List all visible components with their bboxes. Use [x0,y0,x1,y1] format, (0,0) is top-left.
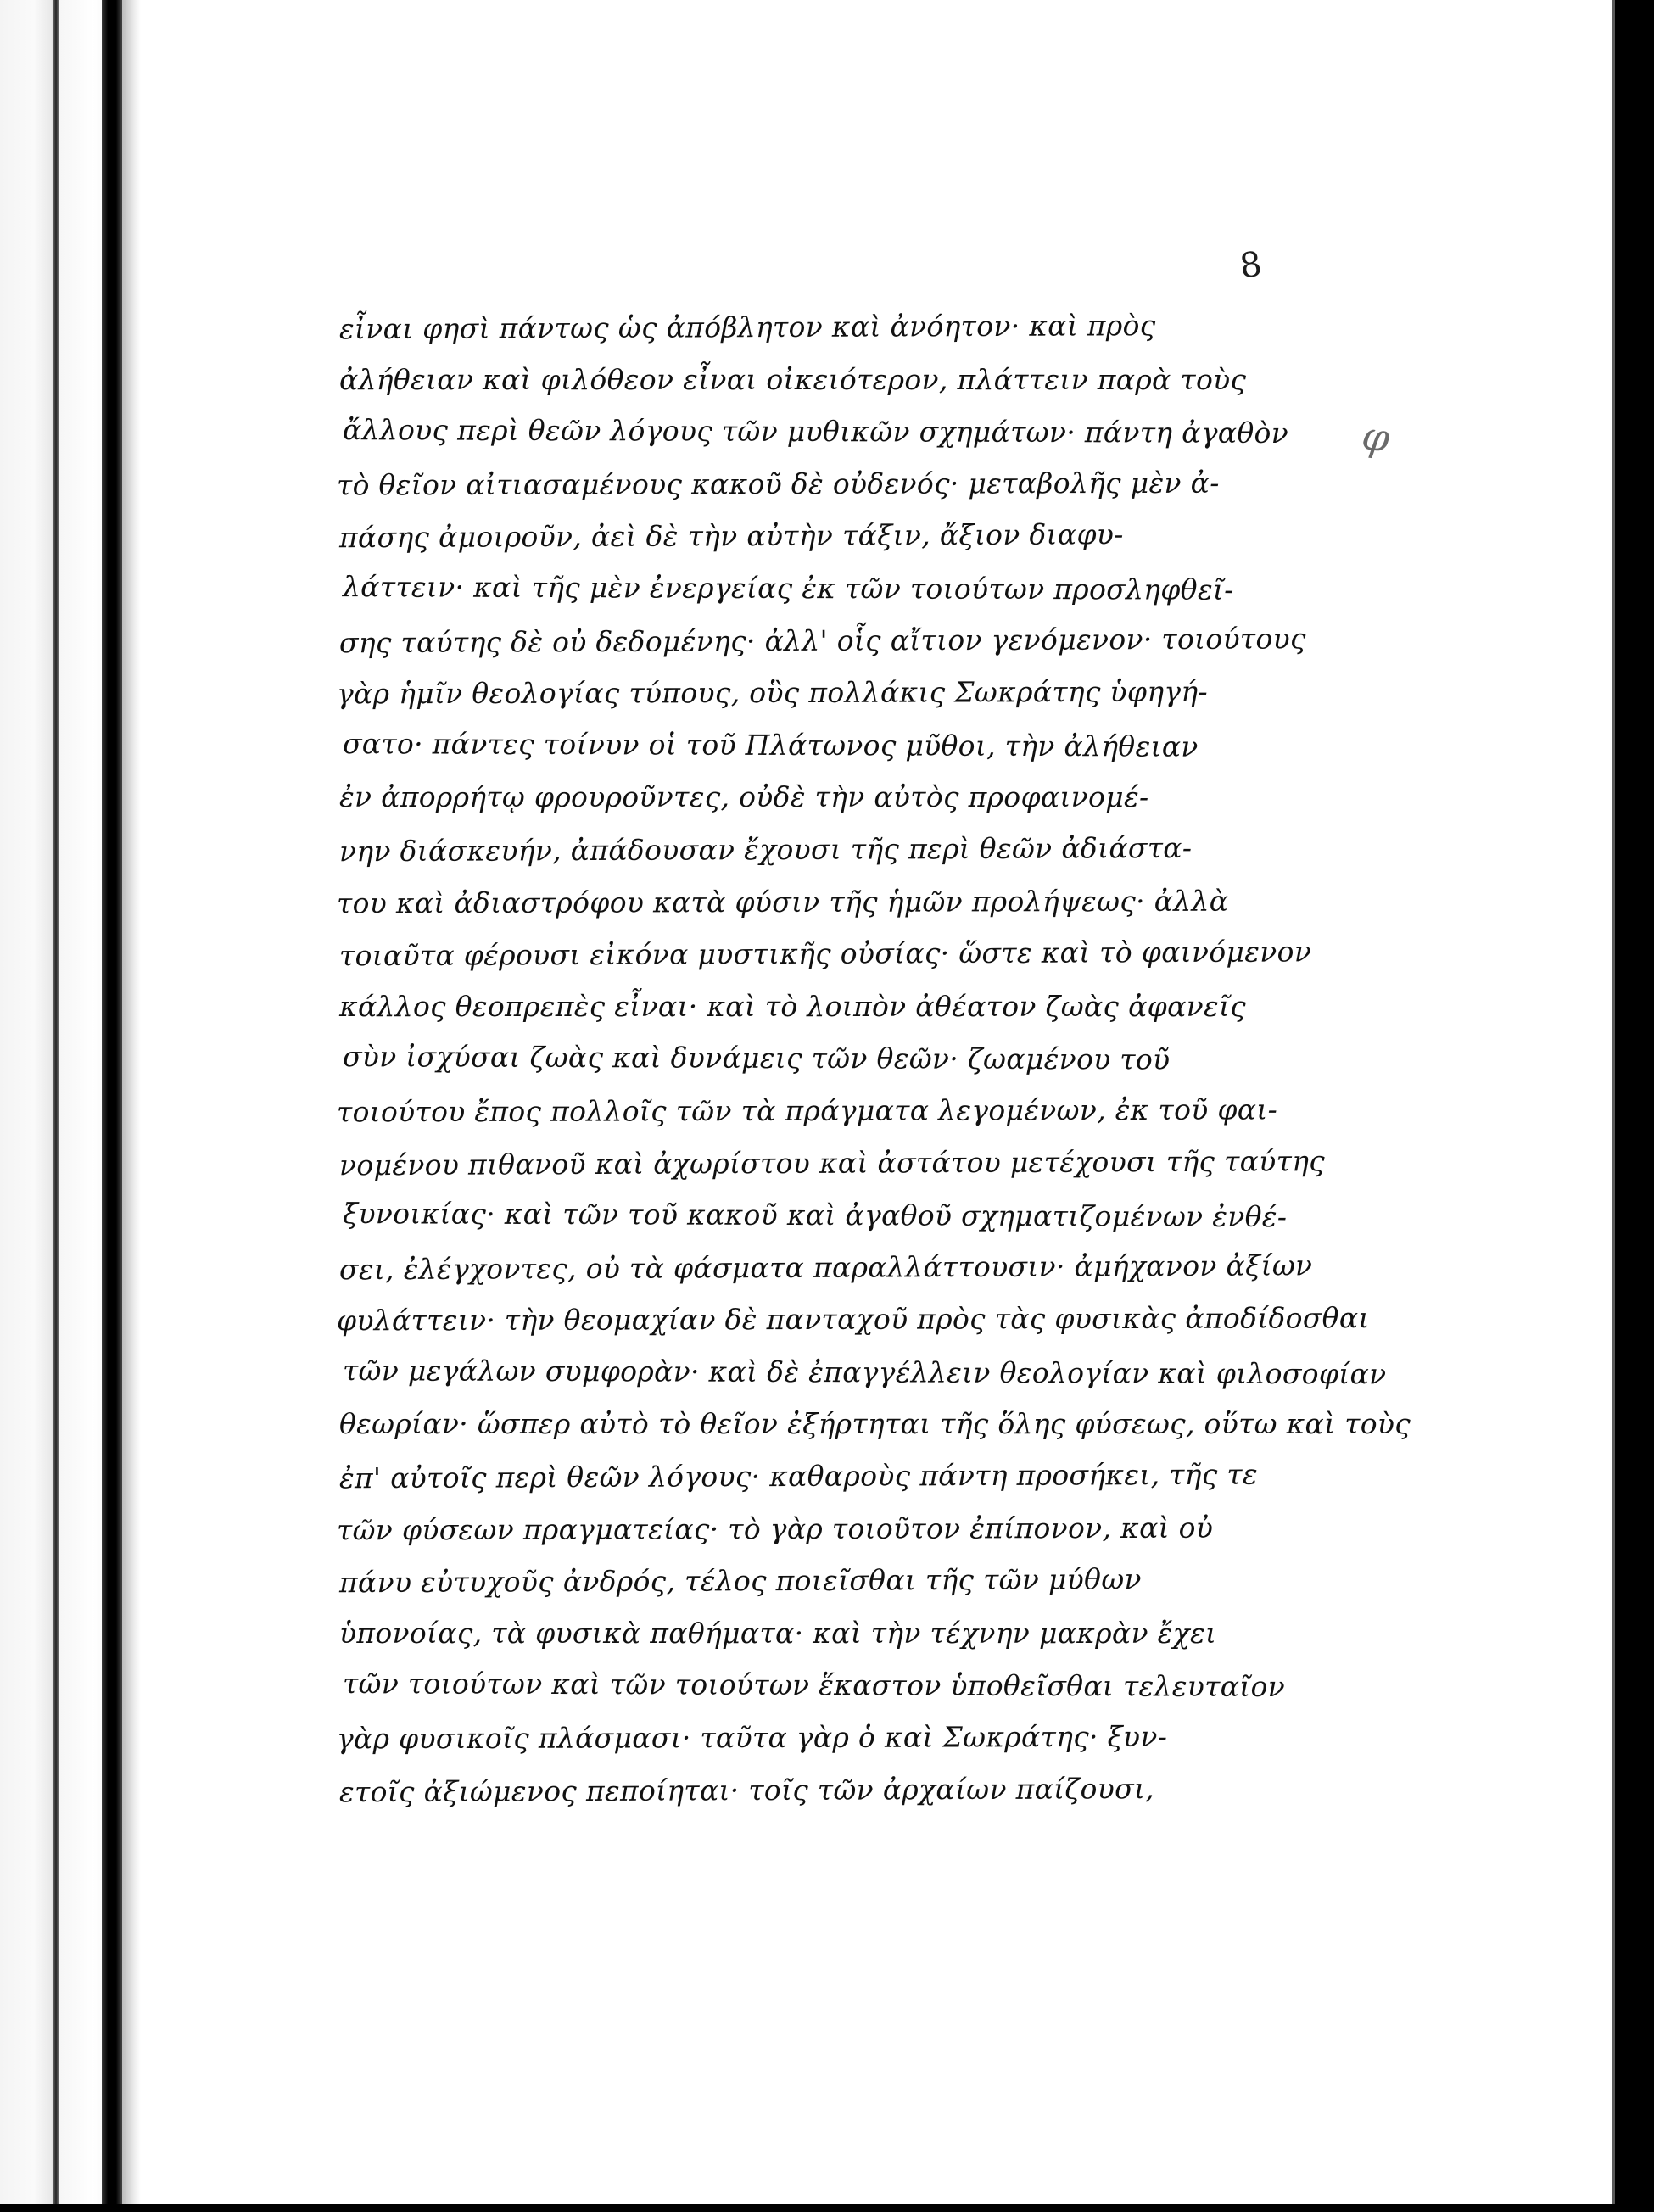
text-line: νην διάσκευήν, ἀπάδουσαν ἔχουσι τῆς περὶ θεῶν ἀδιάστα- [338,830,1193,869]
text-line: ετοῖς ἀξιώμενος πεποίηται· τοῖς τῶν ἀρχαίων παίζουσι, [338,1771,1155,1808]
text-line: θεωρίαν· ὥσπερ αὐτὸ τὸ θεῖον ἐξήρτηται τῆς ὅλης φύσεως, οὕτω καὶ τοὺς [339,1407,1411,1441]
text-line: ἐπ' αὐτοῖς περὶ θεῶν λόγους· καθαροὺς πάντη προσήκει, τῆς τε [338,1457,1259,1495]
text-line: πάσης ἀμοιροῦν, ἀεὶ δὲ τὴν αὐτὴν τάξιν, ἄξιον διαφυ- [338,517,1124,555]
text-line: ἀλήθειαν καὶ φιλόθεον εἶναι οἰκειότερον, πλάττειν παρὰ τοὺς [339,362,1247,396]
text-line: γὰρ φυσικοῖς πλάσμασι· ταῦτα γὰρ ὁ καὶ Σωκράτης· ξυν- [336,1719,1168,1756]
text-line: ὑπονοίας, τὰ φυσικὰ παθήματα· καὶ τὴν τέχνην μακρὰν ἔχει [339,1616,1217,1650]
text-line: τοιούτου ἔπος πολλοῖς τῶν τὰ πράγματα λεγομένων, ἐκ τοῦ φαι- [336,1092,1278,1129]
text-line: φυλάττειν· τὴν θεομαχίαν δὲ πανταχοῦ πρὸς τὰς φυσικὰς ἀποδίδοσθαι [336,1301,1370,1338]
text-line: ξυνοικίας· καὶ τῶν τοῦ κακοῦ καὶ ἀγαθοῦ σχηματιζομένων ἐνθέ- [342,1197,1288,1234]
text-line: τῶν μεγάλων συμφορὰν· καὶ δὲ ἐπαγγέλλειν θεολογίαν καὶ φιλοσοφίαν [342,1354,1387,1391]
margin-note: φ [1359,412,1393,461]
text-line: τῶν τοιούτων καὶ τῶν τοιούτων ἕκαστον ὑποθεῖσθαι τελευταῖον [342,1667,1286,1704]
text-line: νομένου πιθανοῦ καὶ ἀχωρίστου καὶ ἀστάτου μετέχουσι τῆς ταύτης [338,1143,1326,1181]
text-line: λάττειν· καὶ τῆς μὲν ἐνεργείας ἐκ τῶν τοιούτων προσληφθεῖ- [342,570,1234,606]
text-line: γὰρ ἡμῖν θεολογίας τύπους, οὓς πολλάκις Σωκράτης ὑφηγή- [336,674,1208,711]
text-line: ἄλλους περὶ θεῶν λόγους τῶν μυθικῶν σχημάτων· πάντη ἀγαθὸν [342,413,1289,450]
right-frame-border [1615,0,1654,2212]
text-line: του καὶ ἀδιαστρόφου κατὰ φύσιν τῆς ἡμῶν προλήψεως· ἀλλὰ [336,884,1229,919]
text-line: σὺν ἰσχύσαι ζωὰς καὶ δυνάμεις τῶν θεῶν· ζωαμένου τοῦ [342,1040,1171,1076]
text-line: κάλλος θεοπρεπὲς εἶναι· καὶ τὸ λοιπὸν ἀθέατον ζωὰς ἀφανεῖς [339,989,1247,1023]
bottom-frame-border [0,2204,1654,2212]
text-line: ἐν ἀπορρήτῳ φρουροῦντες, οὐδὲ τὴν αὐτὸς προφαινομέ- [339,780,1149,814]
gutter-shadow [122,0,141,2212]
manuscript-text-block [336,301,1411,1862]
text-line: τῶν φύσεων πραγματείας· τὸ γὰρ τοιοῦτον ἐπίπονον, καὶ οὐ [336,1511,1214,1547]
text-line: σει, ἐλέγχοντες, οὐ τὰ φάσματα παραλλάττουσιν· ἀμήχανον ἀξίων [338,1248,1313,1286]
gutter-line [102,0,122,2212]
page-edge-line [53,0,59,2212]
text-line: τὸ θεῖον αἰτιασαμένους κακοῦ δὲ οὐδενός· μεταβολῆς μὲν ἀ- [336,466,1220,502]
text-line: εἶναι φησὶ πάντως ὡς ἀπόβλητον καὶ ἀνόητον· καὶ πρὸς [338,309,1156,346]
text-line: σατο· πάντες τοίνυν οἱ τοῦ Πλάτωνος μῦθοι, τὴν ἀλήθειαν [342,726,1199,763]
text-line: πάνυ εὐτυχοῦς ἀνδρός, τέλος ποιεῖσθαι τῆς τῶν μύθων [338,1562,1142,1600]
text-line: σης ταύτης δὲ οὐ δεδομένης· ἀλλ' οἷς αἴτιον γενόμενον· τοιούτους [338,621,1306,659]
folio-mark: 8 [1237,244,1265,287]
text-line: τοιαῦτα φέρουσι εἰκόνα μυστικῆς οὐσίας· ὥστε καὶ τὸ φαινόμενον [338,935,1312,973]
